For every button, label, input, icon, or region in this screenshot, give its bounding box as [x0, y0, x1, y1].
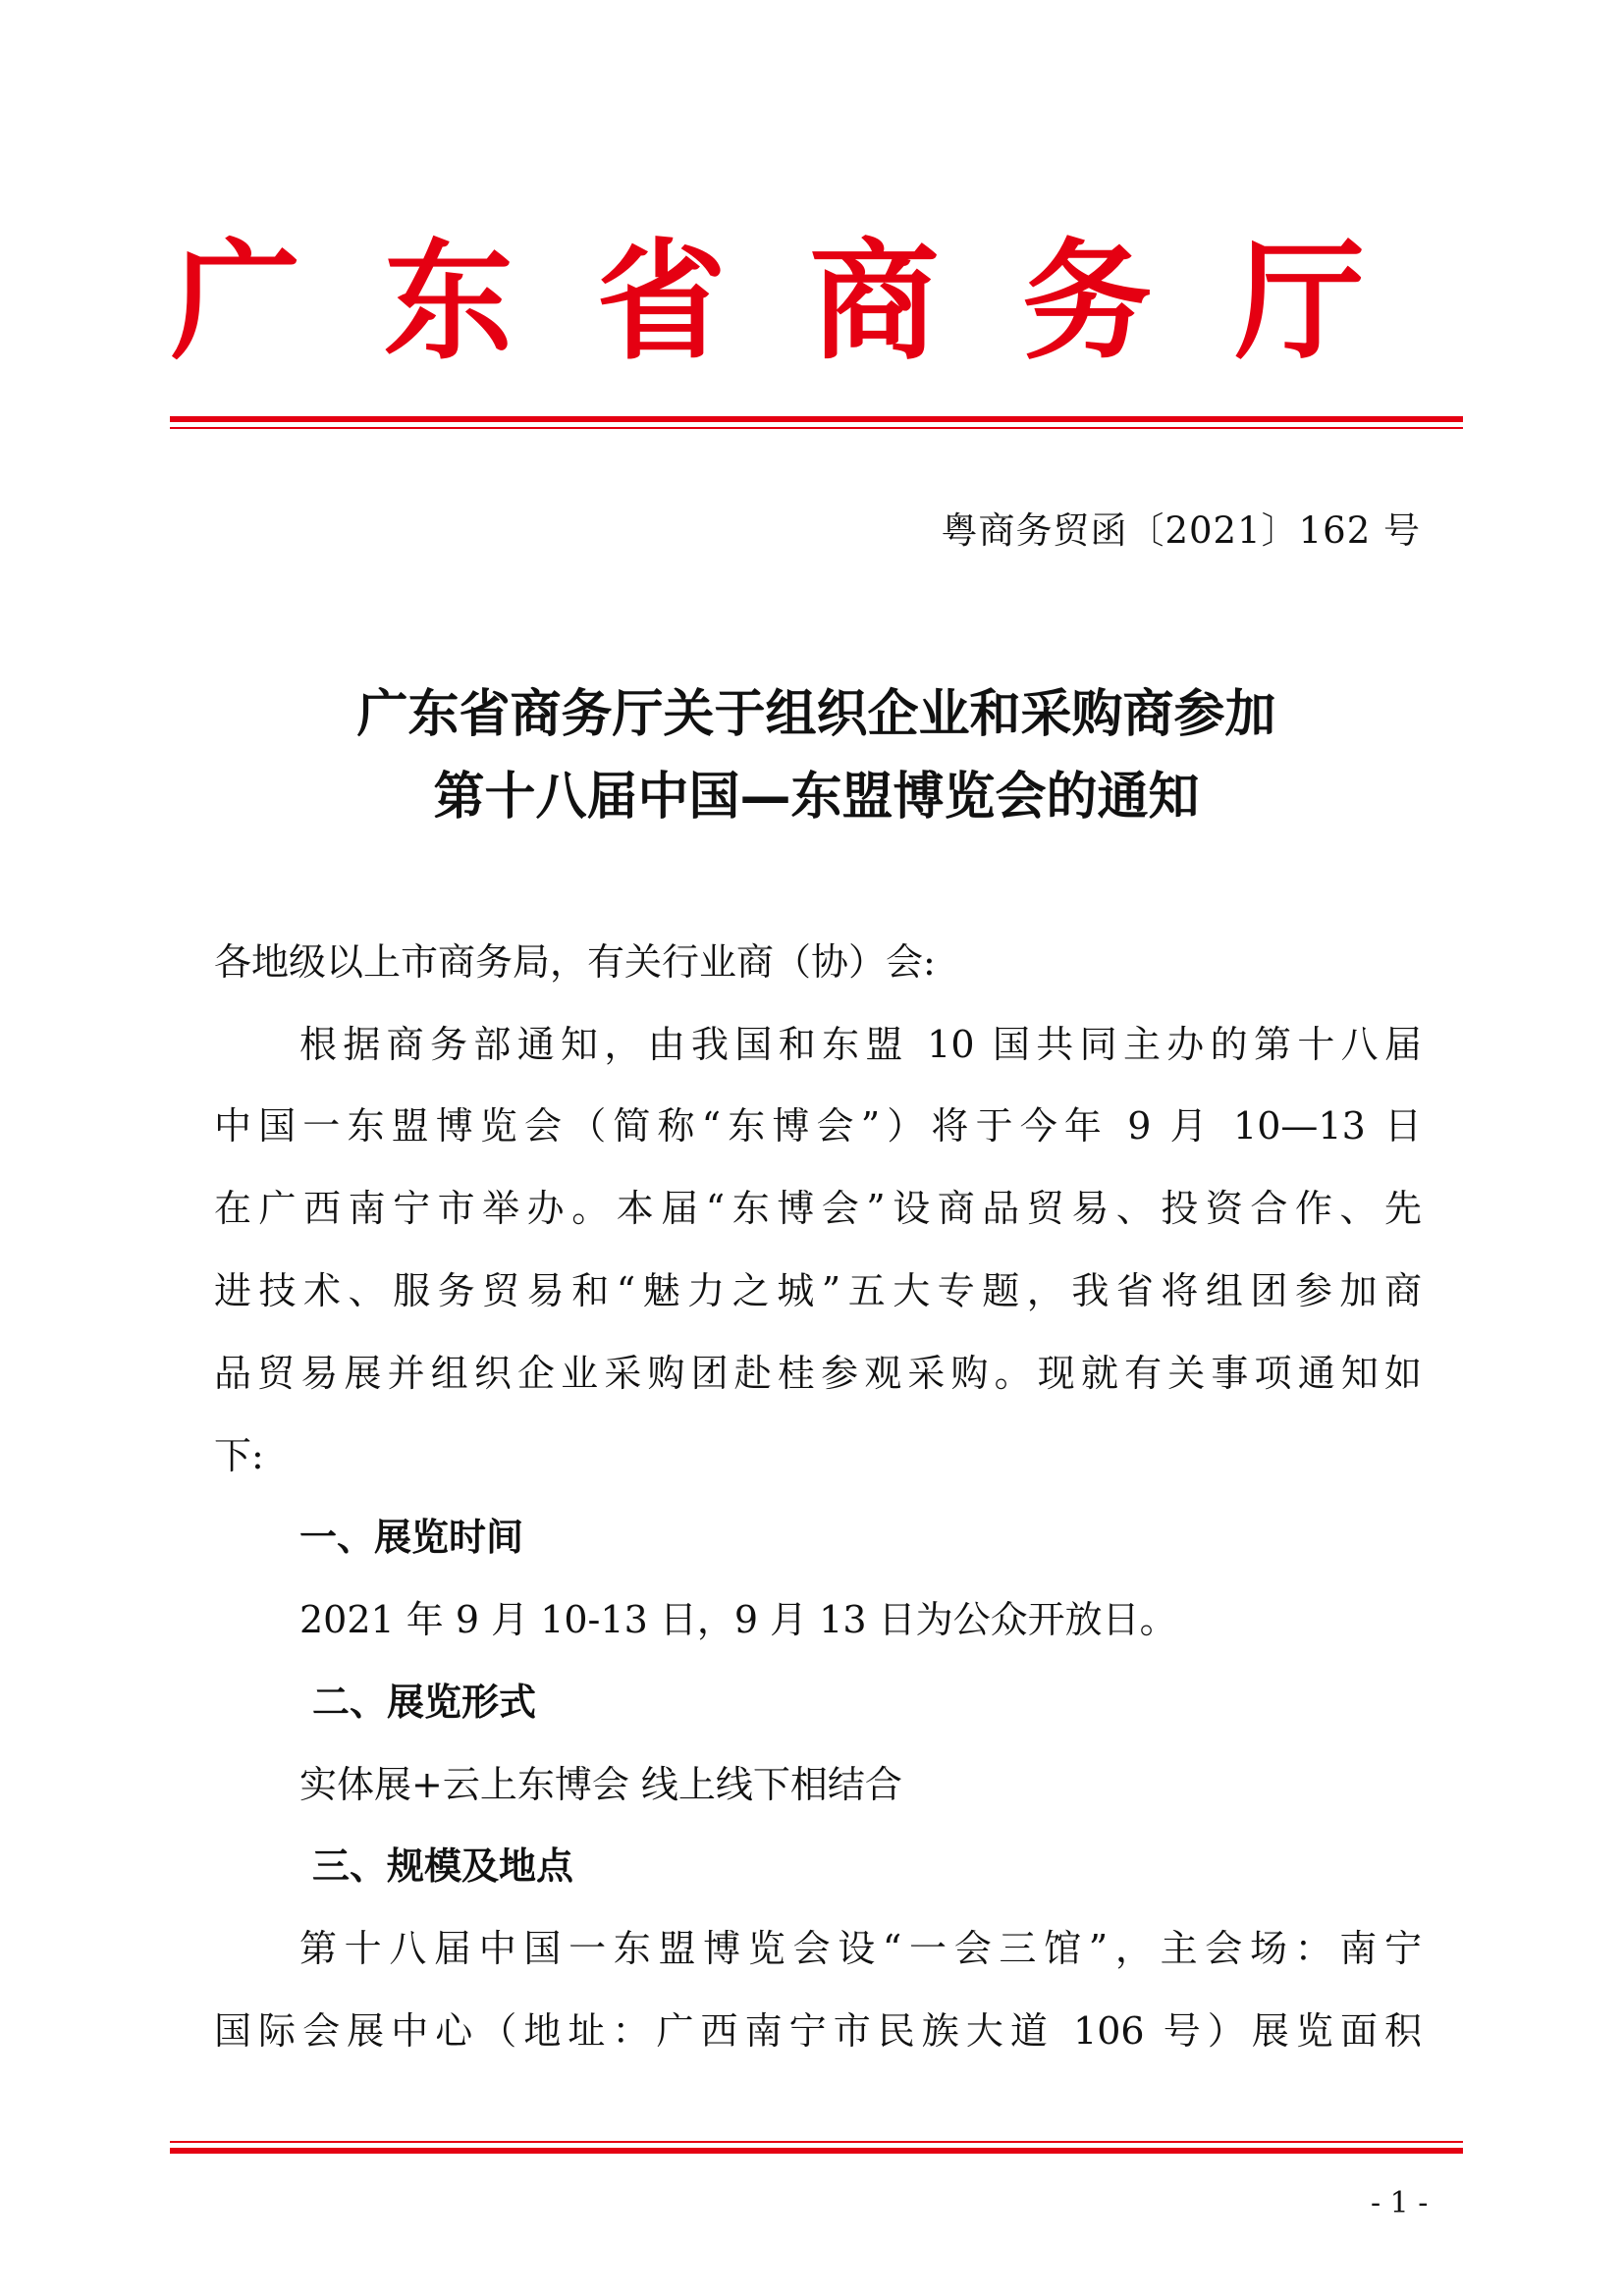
paragraph-line: 品贸易展并组织企业采购团赴桂参观采购。现就有关事项通知如: [214, 1352, 1422, 1395]
top-red-rule-thin: [170, 427, 1463, 429]
document-number: 粤商务贸函〔2021〕162 号: [941, 509, 1421, 552]
section-heading-scale: 三、规模及地点: [312, 1844, 574, 1888]
masthead-char: 省: [596, 226, 727, 378]
masthead-char: 务: [1022, 226, 1153, 378]
page-number: - 1 -: [1371, 2186, 1429, 2220]
paragraph-line: 下:: [214, 1434, 264, 1477]
paragraph-line: 根据商务部通知，由我国和东盟 10 国共同主办的第十八届: [299, 1023, 1422, 1066]
section-content-format: 实体展+云上东博会 线上线下相结合: [299, 1763, 902, 1806]
masthead-char: 厅: [1234, 226, 1365, 378]
bottom-red-rule-thin: [170, 2141, 1463, 2143]
masthead-char: 东: [383, 226, 514, 378]
section-content-time: 2021 年 9 月 10-13 日，9 月 13 日为公众开放日。: [299, 1598, 1177, 1641]
masthead-char: 广: [171, 226, 300, 378]
section-content-scale: 国际会展中心（地址：广西南宁市民族大道 106 号）展览面积: [214, 2009, 1422, 2053]
paragraph-line: 中国一东盟博览会（简称“东博会”）将于今年 9 月 10—13 日: [214, 1104, 1422, 1148]
document-title: [170, 673, 1463, 838]
section-heading-format: 二、展览形式: [312, 1681, 537, 1724]
section-content-scale: 第十八届中国一东盟博览会设“一会三馆”，主会场：南宁: [299, 1927, 1422, 1970]
addressee: 各地级以上市商务局，有关行业商（协）会:: [214, 940, 936, 984]
masthead: [167, 226, 1369, 378]
paragraph-line: 进技术、服务贸易和“魅力之城”五大专题，我省将组团参加商: [214, 1269, 1422, 1312]
title-line-1: 广东省商务厅关于组织企业和采购商参加: [356, 685, 1276, 744]
masthead-char: 商: [809, 226, 940, 378]
title-line-2: 第十八届中国—东盟博览会的通知: [433, 768, 1200, 827]
top-red-rule-thick: [170, 416, 1463, 422]
bottom-red-rule-thick: [170, 2148, 1463, 2154]
paragraph-line: 在广西南宁市举办。本届“东博会”设商品贸易、投资合作、先: [214, 1187, 1422, 1230]
section-heading-time: 一、展览时间: [299, 1516, 524, 1559]
